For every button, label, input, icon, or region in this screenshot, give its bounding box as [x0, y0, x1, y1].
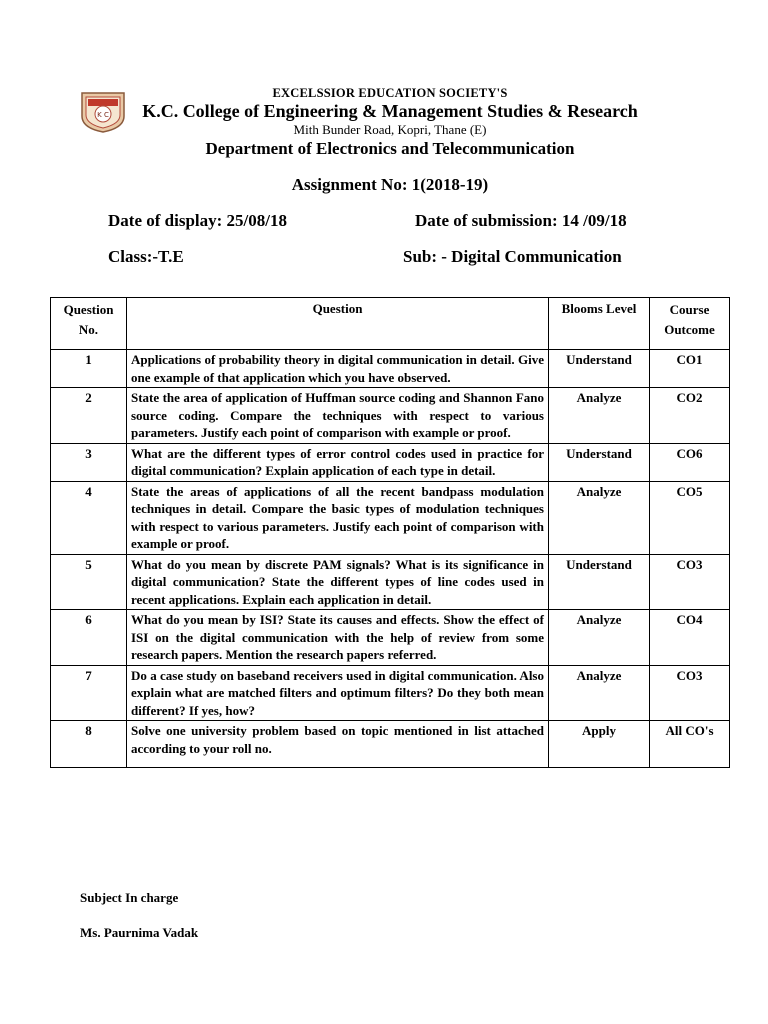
table-row — [51, 721, 730, 768]
blooms-level: Understand — [549, 554, 650, 610]
header-question-no: Question No. — [51, 298, 127, 350]
question-text: State the areas of applications of all the recent bandpass modulation techniques in detail. Compare the basic types of modulation techniques with respect to various parameters. Justify each point of comparison with example or proof. — [127, 481, 549, 554]
society-name: EXCELSSIOR EDUCATION SOCIETY'S — [272, 86, 508, 100]
course-outcome: CO3 — [650, 665, 730, 721]
class-label: Class:-T.E — [108, 247, 184, 266]
table-row — [51, 610, 730, 666]
blooms-level: Analyze — [549, 388, 650, 444]
department-name: Department of Electronics and Telecommunication — [205, 139, 575, 158]
course-outcome: CO1 — [650, 350, 730, 388]
table-row — [51, 350, 730, 388]
course-outcome: CO3 — [650, 554, 730, 610]
question-text: Solve one university problem based on topic mentioned in list attached according to your roll no. — [127, 721, 549, 768]
question-text: Applications of probability theory in digital communication in detail. Give one example of that application which you have observed. — [127, 350, 549, 388]
course-outcome: CO6 — [650, 443, 730, 481]
question-number: 6 — [51, 610, 127, 666]
question-text: Do a case study on baseband receivers used in digital communication. Also explain what are matched filters and optimum filters? Do they both mean different? If yes, how? — [127, 665, 549, 721]
course-outcome: All CO's — [650, 721, 730, 768]
question-number: 1 — [51, 350, 127, 388]
header-blooms-level: Blooms Level — [549, 298, 650, 350]
question-text: What are the different types of error control codes used in practice for digital communication? Explain application of each type in detail. — [127, 443, 549, 481]
course-outcome: CO2 — [650, 388, 730, 444]
blooms-level: Analyze — [549, 610, 650, 666]
question-table — [50, 297, 730, 768]
subject-label: Sub: - Digital Communication — [403, 247, 622, 266]
table-row — [51, 665, 730, 721]
course-outcome: CO4 — [650, 610, 730, 666]
seal-text: K C — [97, 111, 109, 119]
table-row — [51, 554, 730, 610]
college-address: Mith Bunder Road, Kopri, Thane (E) — [293, 122, 487, 137]
question-text: State the area of application of Huffman source coding and Shannon Fano source coding. Compare the techniques with respect to various parameters. Justify each point of comparison with example or proof. — [127, 388, 549, 444]
display-date: Date of display: 25/08/18 — [108, 211, 287, 230]
college-name: K.C. College of Engineering & Management Studies & Research — [142, 101, 638, 121]
blooms-level: Analyze — [549, 665, 650, 721]
table-header-row — [51, 298, 730, 350]
table-row — [51, 388, 730, 444]
question-text: What do you mean by discrete PAM signals? What is its significance in digital communication? State the different types of line codes used in recent applications. Explain each application in detail. — [127, 554, 549, 610]
header-course-outcome: Course Outcome — [650, 298, 730, 350]
question-number: 3 — [51, 443, 127, 481]
table-row — [51, 443, 730, 481]
subject-in-charge-label: Subject In charge — [80, 890, 179, 905]
question-text: What do you mean by ISI? State its causes and effects. Show the effect of ISI on the digital communication with the help of review from some research papers. Mention the research papers referred. — [127, 610, 549, 666]
question-number: 8 — [51, 721, 127, 768]
course-outcome: CO5 — [650, 481, 730, 554]
question-number: 7 — [51, 665, 127, 721]
blooms-level: Apply — [549, 721, 650, 768]
question-number: 4 — [51, 481, 127, 554]
blooms-level: Understand — [549, 443, 650, 481]
subject-in-charge-name: Ms. Paurnima Vadak — [80, 925, 199, 940]
question-number: 5 — [51, 554, 127, 610]
question-number: 2 — [51, 388, 127, 444]
college-seal-icon — [78, 90, 128, 134]
submission-date: Date of submission: 14 /09/18 — [415, 211, 627, 230]
assignment-title: Assignment No: 1(2018-19) — [291, 175, 489, 194]
blooms-level: Analyze — [549, 481, 650, 554]
table-row — [51, 481, 730, 554]
blooms-level: Understand — [549, 350, 650, 388]
header-question: Question — [127, 298, 549, 350]
